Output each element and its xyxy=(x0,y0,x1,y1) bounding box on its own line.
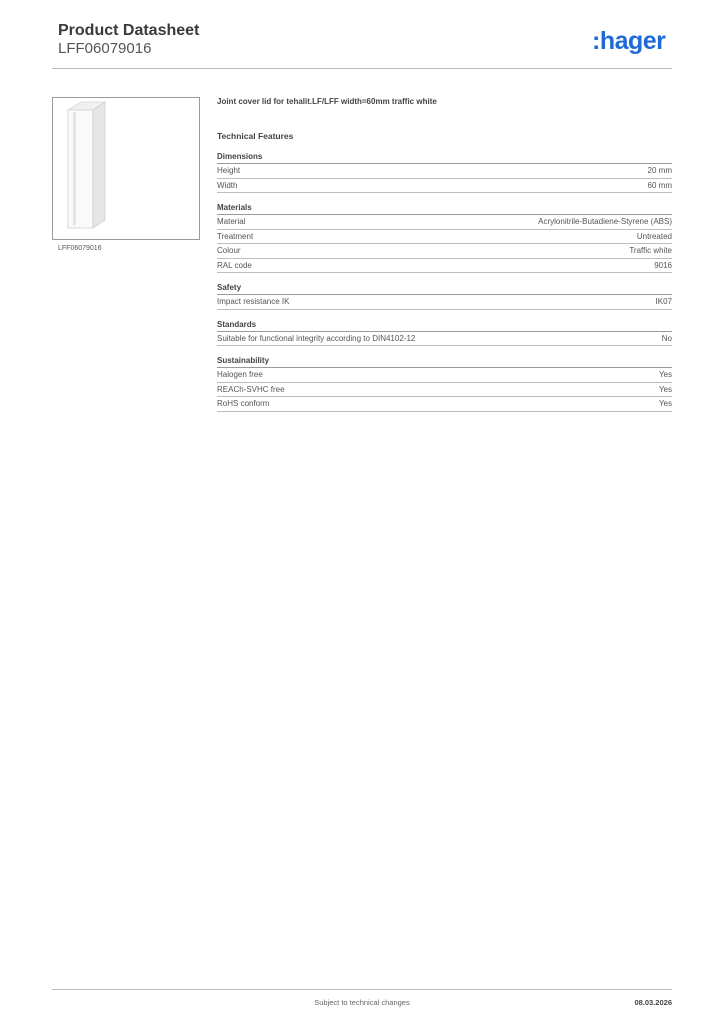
section-title: Standards xyxy=(217,319,672,332)
section-title: Sustainability xyxy=(217,355,672,368)
spec-value: 20 mm xyxy=(647,166,672,175)
spec-value: Acrylonitrile-Butadiene-Styrene (ABS) xyxy=(538,217,672,226)
spec-label: REACh-SVHC free xyxy=(217,384,285,394)
spec-row xyxy=(217,397,672,412)
section-sustainability xyxy=(217,355,672,412)
footer-note: Subject to technical changes xyxy=(314,998,410,1007)
product-image xyxy=(52,97,200,240)
spec-label: Height xyxy=(217,166,241,175)
footer-date: 08.03.2026 xyxy=(634,998,672,1007)
spec-content xyxy=(217,96,672,412)
spec-row xyxy=(217,230,672,245)
spec-value: No xyxy=(661,333,672,343)
spec-label: RoHS conform xyxy=(217,399,270,408)
spec-label: Width xyxy=(217,180,238,190)
page-title: Product Datasheet xyxy=(58,22,200,39)
spec-value: IK07 xyxy=(655,297,672,306)
spec-row xyxy=(217,244,672,259)
spec-value: Untreated xyxy=(636,231,672,241)
spec-row xyxy=(217,332,672,347)
spec-label: Colour xyxy=(217,246,241,255)
spec-row xyxy=(217,215,672,230)
spec-label: Material xyxy=(217,217,246,226)
section-dimensions xyxy=(217,151,672,193)
spec-row xyxy=(217,259,672,274)
section-standards xyxy=(217,319,672,347)
footer-divider xyxy=(52,989,672,990)
header-divider xyxy=(52,68,672,69)
spec-value: 60 mm xyxy=(647,180,672,190)
spec-row xyxy=(217,179,672,194)
spec-value: 9016 xyxy=(654,260,672,270)
section-title: Safety xyxy=(217,282,672,295)
spec-label: Impact resistance IK xyxy=(217,297,290,306)
section-materials xyxy=(217,202,672,273)
image-caption: LFF06079016 xyxy=(58,245,102,252)
logo-text: hager xyxy=(599,27,666,55)
spec-value: Traffic white xyxy=(629,246,672,255)
section-safety xyxy=(217,282,672,310)
spec-row xyxy=(217,164,672,179)
spec-row xyxy=(217,295,672,310)
joint-cover-illustration xyxy=(53,98,199,239)
spec-value: Yes xyxy=(658,399,672,408)
spec-label: RAL code xyxy=(217,260,252,270)
spec-label: Halogen free xyxy=(217,370,263,379)
spec-value: Yes xyxy=(658,370,672,379)
spec-label: Treatment xyxy=(217,231,254,241)
spec-row xyxy=(217,383,672,398)
spec-row xyxy=(217,368,672,383)
spec-label: Suitable for functional integrity according to DIN4102-12 xyxy=(217,333,416,343)
product-description: Joint cover lid for tehalit.LF/LFF width=60mm traffic white xyxy=(217,97,437,106)
logo-colon: : xyxy=(592,27,600,55)
section-title: Materials xyxy=(217,202,672,215)
product-code: LFF06079016 xyxy=(58,40,152,57)
section-title: Dimensions xyxy=(217,151,672,164)
technical-features-heading: Technical Features xyxy=(217,131,294,141)
hager-logo xyxy=(592,27,665,56)
spec-value: Yes xyxy=(658,384,672,394)
